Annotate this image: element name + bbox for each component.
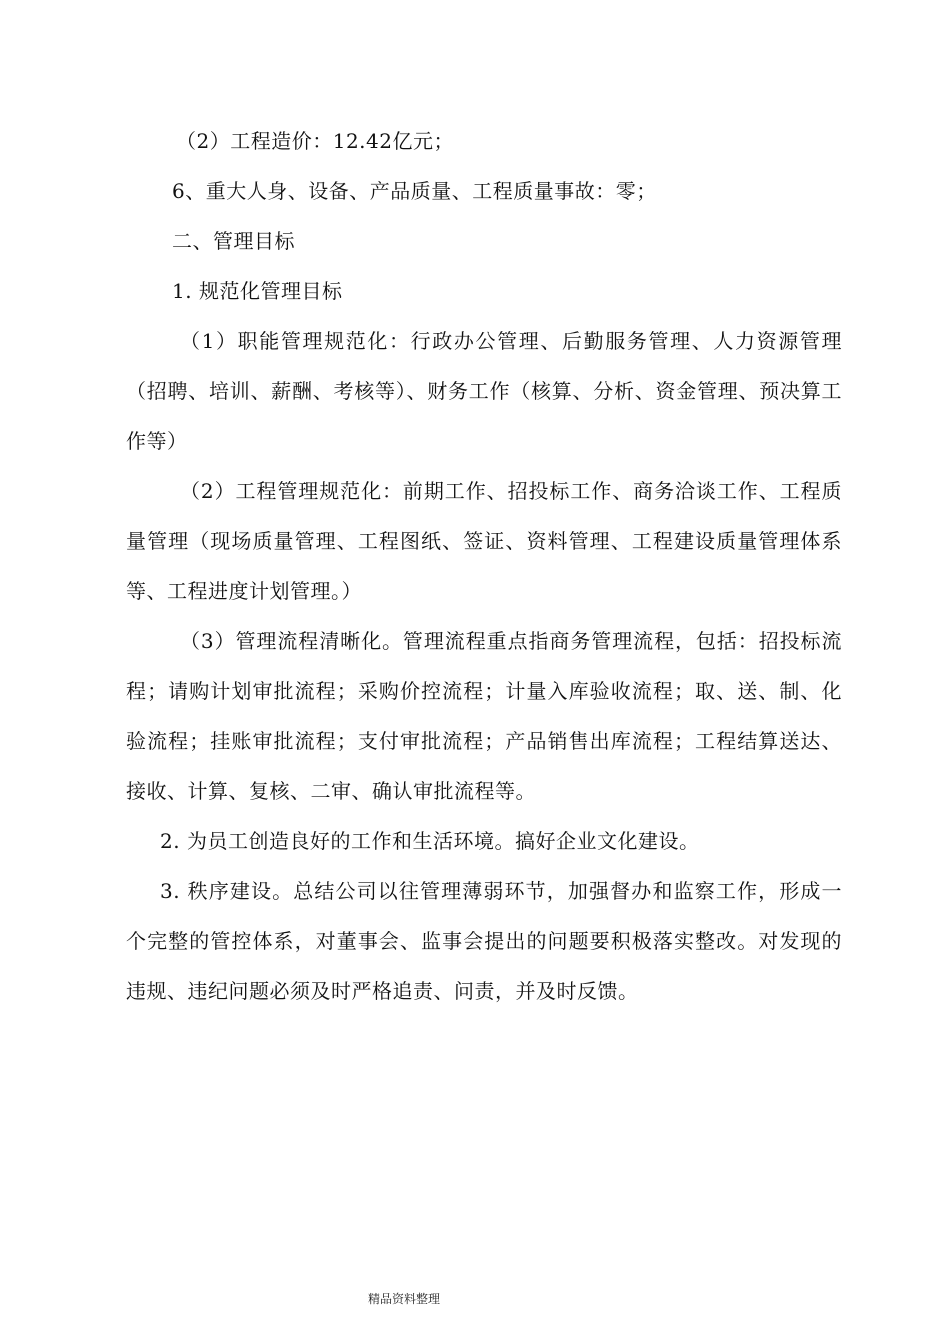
paragraph-engineering-management: （2）工程管理规范化：前期工作、招投标工作、商务洽谈工作、工程质量管理（现场质量管理、工程图纸、签证、资料管理、工程建设质量管理体系等、工程进度计划管理。） — [126, 479, 842, 603]
paragraph-functional-management: （1）职能管理规范化：行政办公管理、后勤服务管理、人力资源管理（招聘、培训、薪酬、考核等）、财务工作（核算、分析、资金管理、预决算工作等） — [126, 329, 842, 453]
paragraph-work-environment: 2. 为员工创造良好的工作和生活环境。搞好企业文化建设。 — [160, 829, 700, 853]
paragraph-process-clarity: （3）管理流程清晰化。管理流程重点指商务管理流程，包括：招投标流程；请购计划审批流程；采购价控流程；计量入库验收流程；取、送、制、化验流程；挂账审批流程；支付审批流程；产品销售出库流程；工程结算送达、接收、计算、复核、二审、确认审批流程等。 — [126, 629, 842, 803]
document-body — [126, 116, 842, 1016]
subheading-standardized-management: 1. 规范化管理目标 — [172, 279, 343, 303]
paragraph-order-construction: 3. 秩序建设。总结公司以往管理薄弱环节，加强督办和监察工作，形成一个完整的管控体系，对董事会、监事会提出的问题要积极落实整改。对发现的违规、违纪问题必须及时严格追责、问责，并及时反馈。 — [126, 879, 842, 1003]
paragraph-accident-target: 6、重大人身、设备、产品质量、工程质量事故：零； — [172, 179, 657, 203]
paragraph-project-cost: （2）工程造价：12.42亿元； — [176, 129, 454, 153]
section-heading-management-goals: 二、管理目标 — [172, 229, 295, 253]
footer-watermark-text: 精品资料整理 — [368, 1292, 441, 1306]
